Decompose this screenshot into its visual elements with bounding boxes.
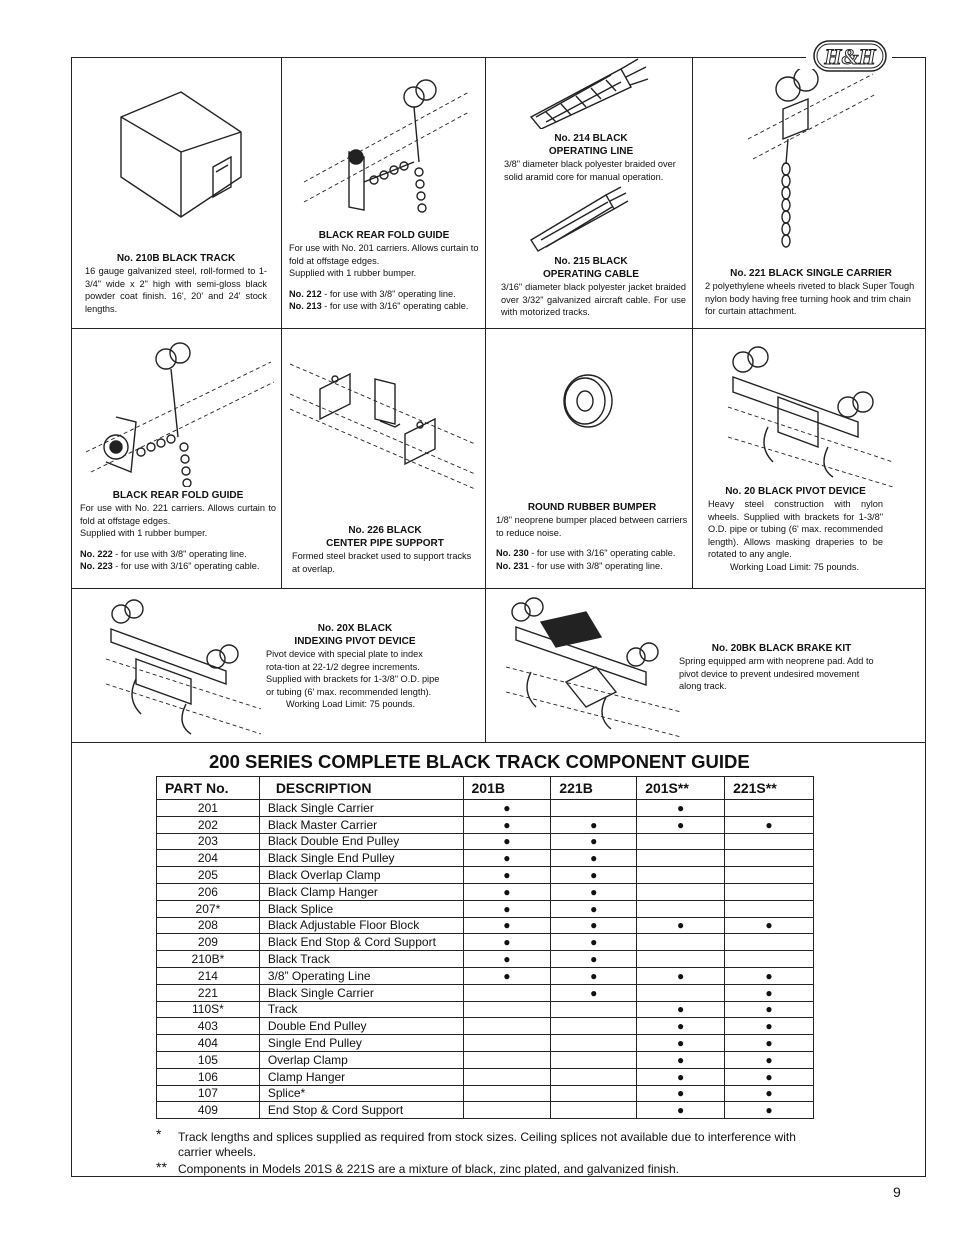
header-221b: 221B xyxy=(551,777,637,800)
description-cell: Black Double End Pulley xyxy=(259,833,463,850)
model-mark-cell: ● xyxy=(725,1102,814,1119)
description-cell: Black Single Carrier xyxy=(259,984,463,1001)
model-mark-cell: ● xyxy=(463,800,551,817)
table-row xyxy=(157,934,814,951)
fold2-part2: No. 223 xyxy=(80,561,113,571)
header-description: DESCRIPTION xyxy=(259,777,463,800)
model-mark-cell: ● xyxy=(551,967,637,984)
bumper-body: 1/8" neoprene bumper placed between carriers to reduce noise. xyxy=(496,515,688,538)
c214-body: 3/8" diameter black polyester braided over solid aramid core for manual operation. xyxy=(504,159,676,182)
c221-body: 2 polyethylene wheels riveted to black Super Tough nylon body having free turning hook and trim chain for curtain attachment. xyxy=(705,281,915,316)
model-mark-cell xyxy=(463,1102,551,1119)
part-number-cell: 210B* xyxy=(157,951,260,968)
page-number: 9 xyxy=(893,1184,901,1200)
description-cell: Double End Pulley xyxy=(259,1018,463,1035)
model-mark-cell: ● xyxy=(637,1068,725,1085)
model-mark-cell xyxy=(551,1035,637,1052)
model-mark-cell xyxy=(637,934,725,951)
c215-title1: No. 215 BLACK xyxy=(554,256,628,267)
c210b-body: 16 gauge galvanized steel, roll-formed to 1-3/4" wide x 2" high with semi-gloss black powder coat finish. 16', 20' and 24' stock lengths. xyxy=(85,266,267,314)
fold1-part1: No. 212 xyxy=(289,288,322,299)
model-mark-cell xyxy=(463,1068,551,1085)
component-guide-table xyxy=(156,776,814,1119)
header-part-no: PART No. xyxy=(157,777,260,800)
description-cell: Single End Pulley xyxy=(259,1035,463,1052)
table-row xyxy=(157,967,814,984)
model-mark-cell xyxy=(637,883,725,900)
footnote xyxy=(156,1127,816,1160)
model-mark-cell: ● xyxy=(725,1001,814,1018)
table-row xyxy=(157,816,814,833)
part-number-cell: 201 xyxy=(157,800,260,817)
model-mark-cell xyxy=(463,1051,551,1068)
c214-title2: OPERATING LINE xyxy=(548,146,634,157)
model-mark-cell: ● xyxy=(725,816,814,833)
model-mark-cell: ● xyxy=(551,984,637,1001)
model-mark-cell: ● xyxy=(463,951,551,968)
bumper-part2: No. 231 xyxy=(496,560,529,571)
model-mark-cell: ● xyxy=(637,1051,725,1068)
model-mark-cell: ● xyxy=(551,883,637,900)
description-cell: Clamp Hanger xyxy=(259,1068,463,1085)
fold1-part1-text: - for use with 3/8" operating line. xyxy=(321,288,456,299)
fold1-body2: Supplied with 1 rubber bumper. xyxy=(289,268,417,278)
model-mark-cell: ● xyxy=(551,816,637,833)
description-cell: Overlap Clamp xyxy=(259,1051,463,1068)
model-mark-cell: ● xyxy=(637,1102,725,1119)
table-row xyxy=(157,1102,814,1119)
table-row xyxy=(157,850,814,867)
model-mark-cell xyxy=(463,1035,551,1052)
c20-load: Working Load Limit: 75 pounds. xyxy=(730,561,860,572)
footnotes xyxy=(156,1127,816,1177)
fold2-body2: Supplied with 1 rubber bumper. xyxy=(80,528,208,538)
model-mark-cell xyxy=(463,1085,551,1102)
model-mark-cell: ● xyxy=(637,917,725,934)
model-mark-cell: ● xyxy=(463,850,551,867)
model-mark-cell xyxy=(725,800,814,817)
model-mark-cell xyxy=(463,1018,551,1035)
model-mark-cell: ● xyxy=(463,833,551,850)
svg-text:H&H: H&H xyxy=(824,44,876,69)
model-mark-cell: ● xyxy=(551,917,637,934)
part-number-cell: 208 xyxy=(157,917,260,934)
c20x-body: Pivot device with special plate to index rota-tion at 22-1/2 degree increments. Supplied with brackets for 1-3/8" O.D. pipe or tubing (6' max. recommended length). xyxy=(266,649,440,697)
model-mark-cell: ● xyxy=(637,800,725,817)
c226-body: Formed steel bracket used to support tracks at overlap. xyxy=(292,551,472,574)
cell-20 xyxy=(693,329,926,589)
part-number-cell: 105 xyxy=(157,1051,260,1068)
model-mark-cell: ● xyxy=(551,833,637,850)
part-number-cell: 206 xyxy=(157,883,260,900)
model-mark-cell xyxy=(637,867,725,884)
table-row xyxy=(157,1051,814,1068)
table-row xyxy=(157,1018,814,1035)
model-mark-cell: ● xyxy=(725,917,814,934)
model-mark-cell: ● xyxy=(725,984,814,1001)
fold1-part2: No. 213 xyxy=(289,301,322,311)
part-number-cell: 403 xyxy=(157,1018,260,1035)
table-row xyxy=(157,800,814,817)
footnote-mark: ** xyxy=(156,1159,167,1175)
model-mark-cell xyxy=(463,1001,551,1018)
table-row xyxy=(157,833,814,850)
model-mark-cell: ● xyxy=(725,1085,814,1102)
part-number-cell: 110S* xyxy=(157,1001,260,1018)
model-mark-cell: ● xyxy=(725,1068,814,1085)
description-cell: Black Adjustable Floor Block xyxy=(259,917,463,934)
fold2-part1: No. 222 xyxy=(80,548,113,559)
model-mark-cell: ● xyxy=(463,816,551,833)
fold2-part1-text: - for use with 3/8" operating line. xyxy=(112,548,247,559)
fold-guide-illustration xyxy=(294,62,474,222)
part-number-cell: 214 xyxy=(157,967,260,984)
description-cell: Black Master Carrier xyxy=(259,816,463,833)
model-mark-cell: ● xyxy=(463,917,551,934)
model-mark-cell xyxy=(725,850,814,867)
description-cell: 3/8” Operating Line xyxy=(259,967,463,984)
part-number-cell: 107 xyxy=(157,1085,260,1102)
model-mark-cell xyxy=(725,900,814,917)
part-number-cell: 404 xyxy=(157,1035,260,1052)
table-row xyxy=(157,984,814,1001)
model-mark-cell: ● xyxy=(463,900,551,917)
cell-221 xyxy=(693,57,926,329)
table-row xyxy=(157,900,814,917)
model-mark-cell xyxy=(551,1102,637,1119)
fold2-part2-text: - for use with 3/16" operating cable. xyxy=(112,561,260,571)
part-number-cell: 202 xyxy=(157,816,260,833)
model-mark-cell: ● xyxy=(551,951,637,968)
table-row xyxy=(157,1001,814,1018)
operating-cable-illustration xyxy=(526,185,636,253)
model-mark-cell: ● xyxy=(725,1035,814,1052)
cell-bumper xyxy=(486,329,693,589)
table-row xyxy=(157,883,814,900)
model-mark-cell: ● xyxy=(551,867,637,884)
bumper-part1-text: - for use with 3/16" operating cable. xyxy=(528,548,676,558)
c215-title2: OPERATING CABLE xyxy=(543,269,639,280)
cell-210b xyxy=(71,57,282,329)
model-mark-cell xyxy=(725,867,814,884)
part-number-cell: 106 xyxy=(157,1068,260,1085)
description-cell: Black Track xyxy=(259,951,463,968)
rubber-bumper-illustration xyxy=(558,371,618,431)
cell-operating-line-cable xyxy=(486,57,693,329)
part-number-cell: 409 xyxy=(157,1102,260,1119)
track-illustration xyxy=(101,87,261,227)
footnote-text: Track lengths and splices supplied as required from stock sizes. Ceiling splices not available due to interference with carrier wheels. xyxy=(178,1130,796,1159)
model-mark-cell: ● xyxy=(463,934,551,951)
model-mark-cell: ● xyxy=(463,867,551,884)
model-mark-cell: ● xyxy=(551,850,637,867)
model-mark-cell: ● xyxy=(637,816,725,833)
model-mark-cell: ● xyxy=(463,883,551,900)
c20x-title2: INDEXING PIVOT DEVICE xyxy=(294,636,416,647)
model-mark-cell xyxy=(551,1068,637,1085)
table-row xyxy=(157,1085,814,1102)
fold1-part2-text: - for use with 3/16" operating cable. xyxy=(321,301,469,311)
part-number-cell: 204 xyxy=(157,850,260,867)
bumper-part1: No. 230 xyxy=(496,548,529,558)
model-mark-cell xyxy=(725,934,814,951)
table-row xyxy=(157,1035,814,1052)
model-mark-cell: ● xyxy=(637,1085,725,1102)
table-header-row xyxy=(157,777,814,800)
table-row xyxy=(157,951,814,968)
description-cell: Black Single End Pulley xyxy=(259,850,463,867)
header-221s: 221S** xyxy=(725,777,814,800)
bumper-part2-text: - for use with 3/8" operating line. xyxy=(528,560,663,571)
brake-kit-illustration xyxy=(506,597,686,737)
c226-title2: CENTER PIPE SUPPORT xyxy=(326,538,444,549)
footnote-text: Components in Models 201S & 221S are a mixture of black, zinc plated, and galvanized finish. xyxy=(178,1162,679,1176)
description-cell: Black Overlap Clamp xyxy=(259,867,463,884)
model-mark-cell xyxy=(725,951,814,968)
model-mark-cell: ● xyxy=(725,967,814,984)
center-pipe-support-illustration xyxy=(290,349,480,499)
model-mark-cell xyxy=(725,883,814,900)
table-row xyxy=(157,867,814,884)
model-mark-cell: ● xyxy=(637,1035,725,1052)
model-mark-cell: ● xyxy=(463,967,551,984)
part-number-cell: 209 xyxy=(157,934,260,951)
c226-title1: No. 226 BLACK xyxy=(348,525,422,536)
cell-fold2 xyxy=(71,329,282,589)
c20x-title1: No. 20X BLACK xyxy=(317,623,393,634)
description-cell: Black End Stop & Cord Support xyxy=(259,934,463,951)
model-mark-cell xyxy=(637,900,725,917)
c214-title1: No. 214 BLACK xyxy=(554,133,628,144)
model-mark-cell xyxy=(551,1085,637,1102)
footnote xyxy=(156,1160,816,1177)
header-201s: 201S** xyxy=(637,777,725,800)
footnote-mark: * xyxy=(156,1126,162,1142)
cell-20bk xyxy=(486,589,926,743)
model-mark-cell: ● xyxy=(725,1018,814,1035)
description-cell: Black Splice xyxy=(259,900,463,917)
model-mark-cell xyxy=(637,833,725,850)
c20-body: Heavy steel construction with nylon wheels. Supplied with brackets for 1-3/8" O.D. pipe or tubing (6' max. recommended length). Allows masking draperies to be rotated to any angle. xyxy=(708,499,883,559)
indexing-pivot-illustration xyxy=(96,599,266,739)
fold2-title: BLACK REAR FOLD GUIDE xyxy=(112,490,244,501)
description-cell: Black Single Carrier xyxy=(259,800,463,817)
c20bk-title: No. 20BK BLACK BRAKE KIT xyxy=(711,643,852,654)
c221-title: No. 221 BLACK SINGLE CARRIER xyxy=(730,268,892,279)
fold2-body1: For use with No. 221 carriers. Allows curtain to fold at offstage edges. xyxy=(80,503,276,526)
c20bk-body: Spring equipped arm with neoprene pad. Add to pivot device to prevent undesired movement along track. xyxy=(679,656,874,691)
table-row xyxy=(157,917,814,934)
bumper-title: ROUND RUBBER BUMPER xyxy=(527,502,657,513)
pivot-device-illustration xyxy=(728,337,898,487)
part-number-cell: 221 xyxy=(157,984,260,1001)
part-number-cell: 203 xyxy=(157,833,260,850)
header-201b: 201B xyxy=(463,777,551,800)
cell-fold1 xyxy=(282,57,486,329)
model-mark-cell xyxy=(551,800,637,817)
model-mark-cell: ● xyxy=(551,900,637,917)
model-mark-cell: ● xyxy=(637,1001,725,1018)
description-cell: Black Clamp Hanger xyxy=(259,883,463,900)
part-number-cell: 205 xyxy=(157,867,260,884)
fold-guide-2-illustration xyxy=(86,337,276,487)
description-cell: Splice* xyxy=(259,1085,463,1102)
table-row xyxy=(157,1068,814,1085)
guide-title: 200 SERIES COMPLETE BLACK TRACK COMPONENT GUIDE xyxy=(209,751,750,772)
model-mark-cell xyxy=(637,984,725,1001)
model-mark-cell xyxy=(725,833,814,850)
model-mark-cell xyxy=(637,951,725,968)
part-number-cell: 207* xyxy=(157,900,260,917)
c20-title: No. 20 BLACK PIVOT DEVICE xyxy=(725,486,866,497)
model-mark-cell: ● xyxy=(551,934,637,951)
description-cell: Track xyxy=(259,1001,463,1018)
model-mark-cell: ● xyxy=(637,967,725,984)
single-carrier-illustration xyxy=(748,69,878,259)
model-mark-cell xyxy=(551,1051,637,1068)
model-mark-cell: ● xyxy=(725,1051,814,1068)
fold1-body1: For use with No. 201 carriers. Allows curtain to fold at offstage edges. xyxy=(289,243,479,266)
description-cell: End Stop & Cord Support xyxy=(259,1102,463,1119)
model-mark-cell xyxy=(637,850,725,867)
model-mark-cell xyxy=(463,984,551,1001)
model-mark-cell: ● xyxy=(637,1018,725,1035)
model-mark-cell xyxy=(551,1018,637,1035)
c210b-title: No. 210B BLACK TRACK xyxy=(116,253,236,264)
operating-line-illustration xyxy=(526,57,656,129)
model-mark-cell xyxy=(551,1001,637,1018)
c20x-load: Working Load Limit: 75 pounds. xyxy=(286,699,416,709)
cell-20x xyxy=(71,589,486,743)
cell-226 xyxy=(282,329,486,589)
fold1-title: BLACK REAR FOLD GUIDE xyxy=(318,230,450,241)
c215-body: 3/16" diameter black polyester jacket braided over 3/32" galvanized aircraft cable. For use with motorized tracks. xyxy=(501,282,686,317)
